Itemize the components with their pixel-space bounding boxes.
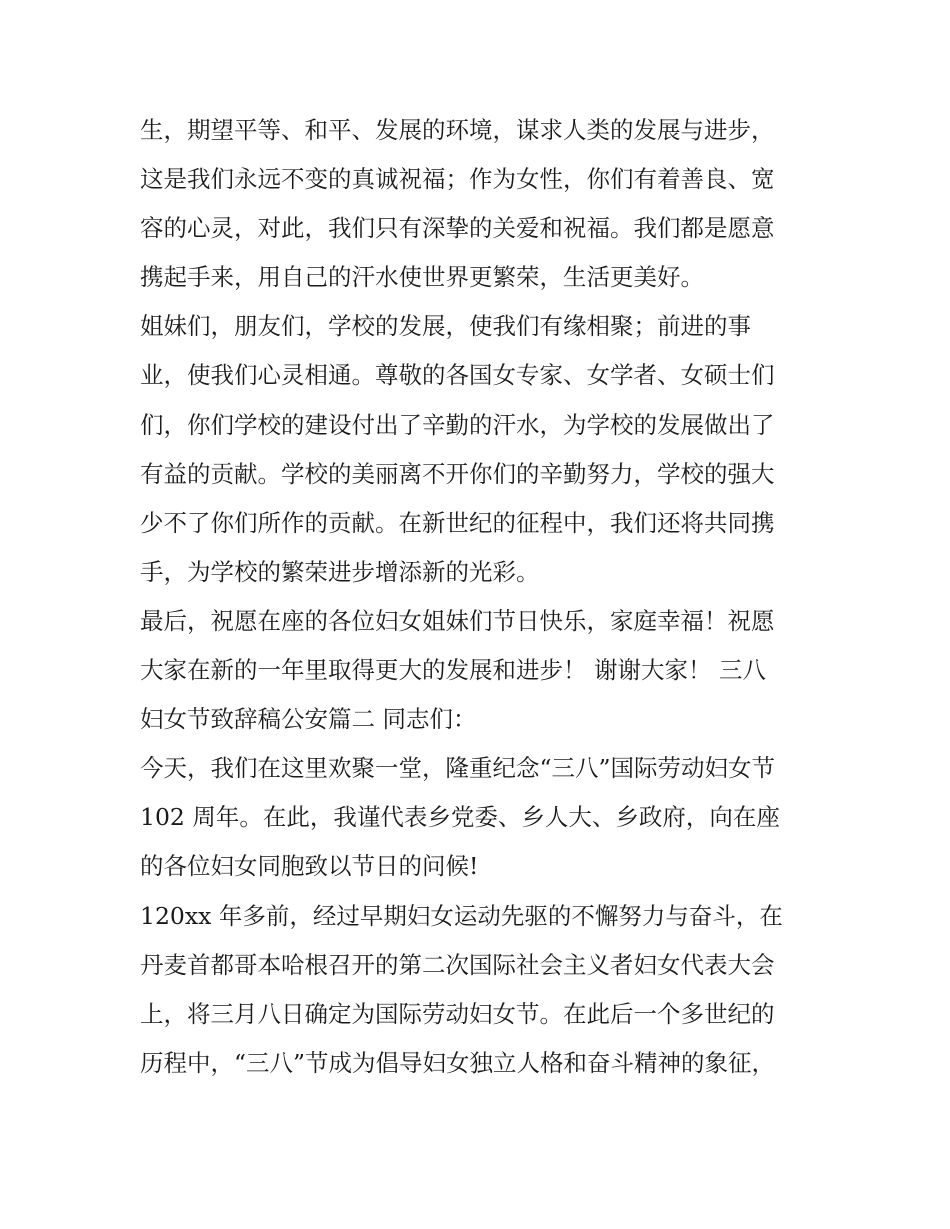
text-line: 手，为学校的繁荣进步增添新的光彩。 bbox=[140, 557, 540, 586]
text-line: 102 周年。在此，我谨代表乡党委、乡人大、乡政府，向在座 bbox=[140, 803, 780, 832]
text-line: 历程中，“三八”节成为倡导妇女独立人格和奋斗精神的象征， bbox=[140, 1048, 776, 1077]
text-line: 姐妹们，朋友们，学校的发展，使我们有缘相聚；前进的事 bbox=[140, 312, 751, 341]
text-line: 最后，祝愿在座的各位妇女姐妹们节日快乐，家庭幸福！祝愿 bbox=[140, 606, 775, 635]
body-text bbox=[140, 106, 820, 1088]
text-line: 上，将三月八日确定为国际劳动妇女节。在此后一个多世纪的 bbox=[140, 999, 775, 1028]
text-line: 的各位妇女同胞致以节日的问候! bbox=[140, 852, 479, 881]
text-line: 携起手来，用自己的汗水使世界更繁荣，生活更美好。 bbox=[140, 263, 704, 292]
text-line: 这是我们永远不变的真诚祝福；作为女性，你们有着善良、宽 bbox=[140, 165, 775, 194]
text-line: 丹麦首都哥本哈根召开的第二次国际社会主义者妇女代表大会 bbox=[140, 950, 775, 979]
text-line: 大家在新的一年里取得更大的发展和进步！ 谢谢大家！ 三八 bbox=[140, 656, 766, 685]
text-line: 容的心灵，对此，我们只有深挚的关爱和祝福。我们都是愿意 bbox=[140, 214, 775, 243]
text-line: 妇女节致辞稿公安篇二 同志们： bbox=[140, 705, 477, 734]
text-line: 生，期望平等、和平、发展的环境，谋求人类的发展与进步， bbox=[140, 116, 775, 144]
text-line: 今天，我们在这里欢聚一堂，隆重纪念“三八”国际劳动妇女节 bbox=[140, 754, 776, 783]
text-line: 120xx 年多前，经过早期妇女运动先驱的不懈努力与奋斗，在 bbox=[140, 901, 783, 930]
text-line: 少不了你们所作的贡献。在新世纪的征程中，我们还将共同携 bbox=[140, 508, 775, 537]
text-line: 们，你们学校的建设付出了辛勤的汗水，为学校的发展做出了 bbox=[140, 410, 775, 439]
text-line: 业，使我们心灵相通。尊敬的各国女专家、女学者、女硕士们 bbox=[140, 361, 775, 390]
text-line: 有益的贡献。学校的美丽离不开你们的辛勤努力，学校的强大 bbox=[140, 459, 775, 488]
